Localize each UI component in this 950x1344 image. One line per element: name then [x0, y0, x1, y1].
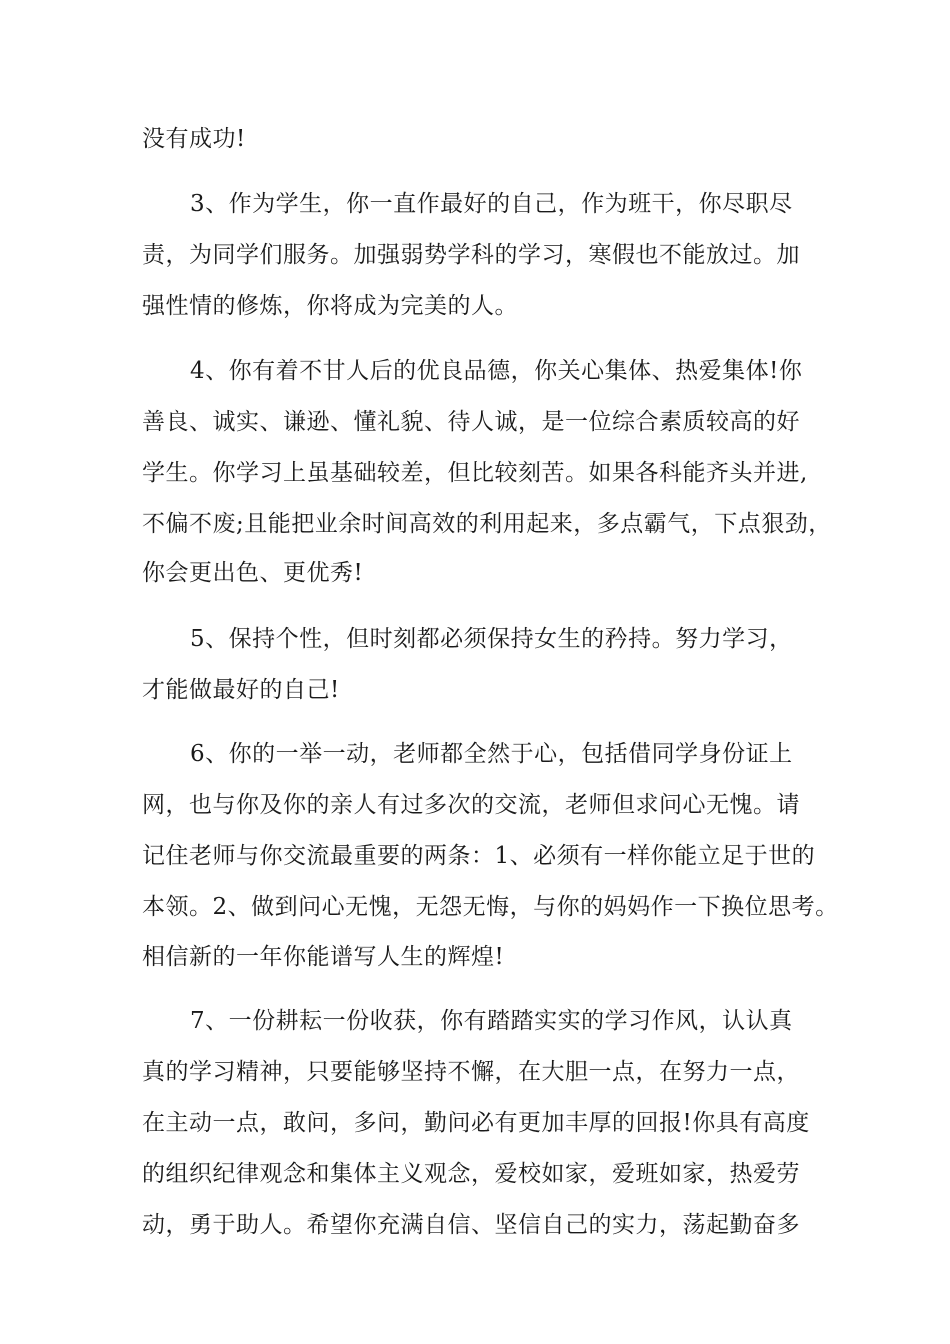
text-line: 本领。2、做到问心无愧，无怨无悔，与你的妈妈作一下换位思考。 [142, 894, 839, 920]
text-line: 网，也与你及你的亲人有过多次的交流，老师但求问心无愧。请 [142, 792, 800, 818]
text-line: 真的学习精神，只要能够坚持不懈，在大胆一点，在努力一点， [142, 1059, 800, 1085]
text-line: 4、你有着不甘人后的优良品德，你关心集体、热爱集体!你 [190, 358, 803, 384]
text-line: 记住老师与你交流最重要的两条：1、必须有一样你能立足于世的 [142, 843, 816, 869]
text-line: 不偏不废;且能把业余时间高效的利用起来，多点霸气，下点狠劲， [142, 511, 832, 537]
text-line: 3、作为学生，你一直作最好的自己，作为班干，你尽职尽 [190, 191, 793, 217]
text-line: 强性情的修炼，你将成为完美的人。 [142, 293, 518, 319]
text-line: 责，为同学们服务。加强弱势学科的学习，寒假也不能放过。加 [142, 242, 800, 268]
text-line: 动，勇于助人。希望你充满自信、坚信自己的实力，荡起勤奋多 [142, 1212, 800, 1238]
text-line: 才能做最好的自己! [142, 677, 340, 703]
text-line: 的组织纪律观念和集体主义观念，爱校如家，爱班如家，热爱劳 [142, 1161, 800, 1187]
text-line: 善良、诚实、谦逊、懂礼貌、待人诚，是一位综合素质较高的好 [142, 409, 800, 435]
text-line: 5、保持个性，但时刻都必须保持女生的矜持。努力学习， [190, 626, 793, 652]
text-line: 学生。你学习上虽基础较差，但比较刻苦。如果各科能齐头并进, [142, 460, 808, 486]
text-line: 6、你的一举一动，老师都全然于心，包括借同学身份证上 [190, 741, 793, 767]
text-line: 相信新的一年你能谱写人生的辉煌! [142, 944, 505, 970]
text-line: 7、一份耕耘一份收获，你有踏踏实实的学习作风，认认真 [190, 1008, 793, 1034]
text-line: 你会更出色、更优秀! [142, 560, 364, 586]
text-line: 在主动一点，敢问，多问，勤问必有更加丰厚的回报!你具有高度 [142, 1110, 810, 1136]
text-line: 没有成功! [142, 126, 246, 152]
